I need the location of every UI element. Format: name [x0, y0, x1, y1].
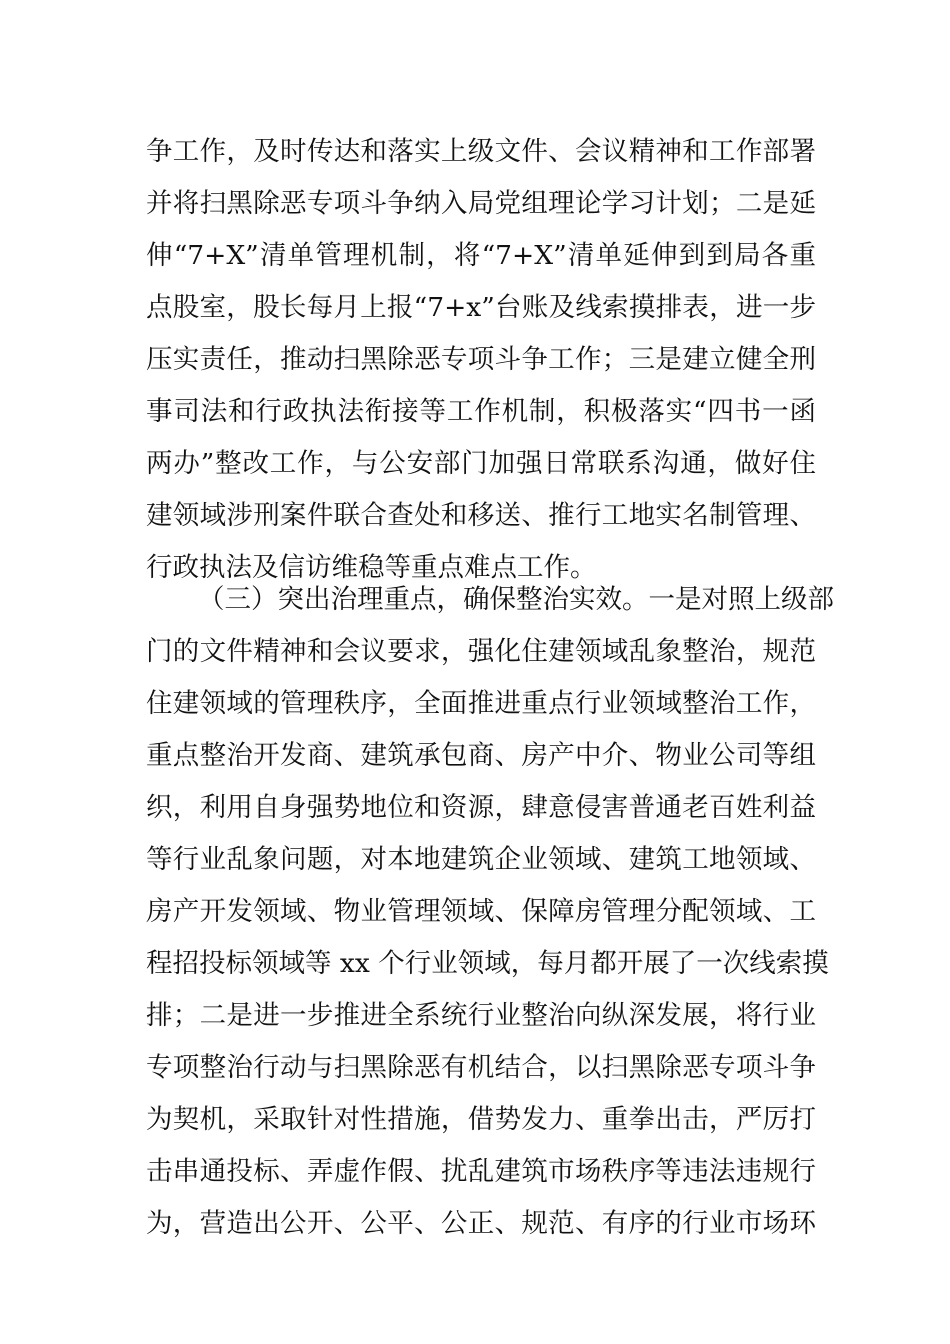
text-line: 并将扫黑除恶专项斗争纳入局党组理论学习计划；二是延 [146, 188, 816, 219]
text-line: 重点整治开发商、建筑承包商、房产中介、物业公司等组 [146, 740, 816, 771]
text-line: 为契机，采取针对性措施，借势发力、重拳出击，严厉打 [146, 1104, 816, 1135]
text-line: 事司法和行政执法衔接等工作机制，积极落实“四书一函 [146, 396, 816, 427]
text-line: 为，营造出公开、公平、公正、规范、有序的行业市场环 [146, 1208, 816, 1239]
text-line: 等行业乱象问题，对本地建筑企业领域、建筑工地领域、 [146, 844, 816, 875]
text-line: 门的文件精神和会议要求，强化住建领域乱象整治，规范 [146, 636, 816, 667]
paragraph-heading-line: （三）突出治理重点，确保整治实效。一是对照上级部 [198, 584, 834, 615]
text-line: 织，利用自身强势地位和资源，肆意侵害普通老百姓利益 [146, 792, 816, 823]
text-line: 两办”整改工作，与公安部门加强日常联系沟通，做好住 [146, 448, 816, 479]
text-line: 排；二是进一步推进全系统行业整治向纵深发展，将行业 [146, 1000, 816, 1031]
text-line: 住建领域的管理秩序，全面推进重点行业领域整治工作， [146, 688, 816, 719]
text-line: 房产开发领域、物业管理领域、保障房管理分配领域、工 [146, 896, 816, 927]
text-line: 争工作，及时传达和落实上级文件、会议精神和工作部署 [146, 136, 816, 167]
text-line: 点股室，股长每月上报“7+x”台账及线索摸排表，进一步 [146, 292, 816, 323]
text-line: 建领域涉刑案件联合查处和移送、推行工地实名制管理、 [146, 500, 816, 531]
text-line: 伸“7+X”清单管理机制，将“7+X”清单延伸到到局各重 [146, 240, 816, 271]
text-line: 程招投标领域等 xx 个行业领域，每月都开展了一次线索摸 [146, 948, 829, 979]
text-line: 压实责任，推动扫黑除恶专项斗争工作；三是建立健全刑 [146, 344, 816, 375]
text-line: 专项整治行动与扫黑除恶有机结合，以扫黑除恶专项斗争 [146, 1052, 816, 1083]
text-line: 击串通投标、弄虚作假、扰乱建筑市场秩序等违法违规行 [146, 1156, 816, 1187]
text-line: 行政执法及信访维稳等重点难点工作。 [146, 552, 597, 583]
